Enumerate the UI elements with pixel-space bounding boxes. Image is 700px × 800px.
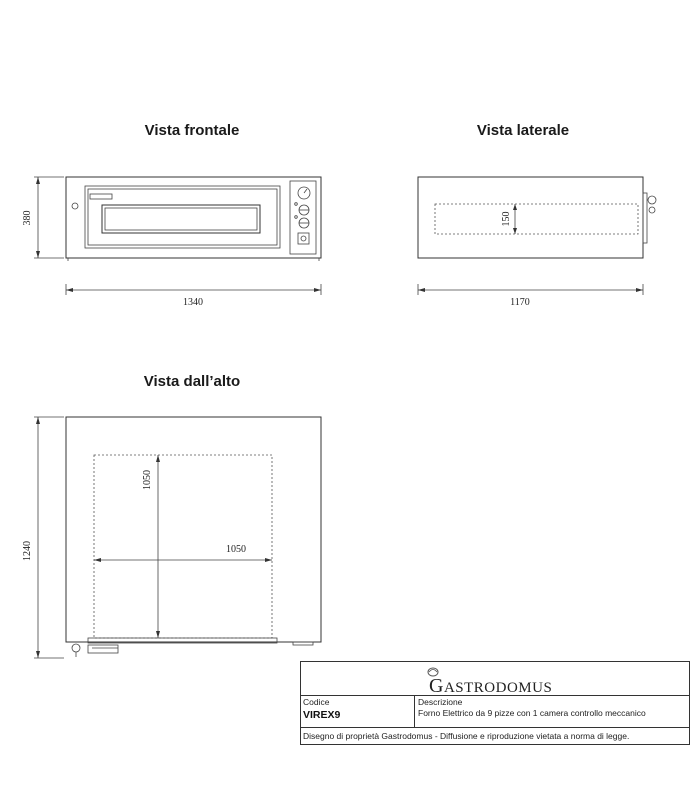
description-value: Forno Elettrico da 9 pizze con 1 camera controllo meccanico — [418, 708, 646, 718]
side-depth-label: 1170 — [510, 297, 530, 308]
title-block-info-row — [301, 695, 689, 728]
top-depth-label: 1240 — [22, 541, 33, 561]
power-switch-icon — [298, 233, 309, 244]
front-door-handle — [90, 194, 112, 199]
title-block-footer: Disegno di proprietà Gastrodomus - Diffusione e riproduzione vietata a norma di legge. — [303, 731, 630, 741]
top-oven-body — [66, 417, 321, 642]
side-chamber-outline — [435, 204, 638, 234]
side-knob-icon-2 — [649, 207, 655, 213]
top-light-knob — [72, 644, 80, 652]
title-block — [300, 661, 690, 745]
code-value: VIREX9 — [303, 709, 341, 721]
top-view-title: Vista dall’alto — [143, 373, 241, 390]
title-block-logo-row — [301, 662, 689, 696]
front-door-frame — [85, 186, 280, 248]
side-view-title: Vista laterale — [476, 122, 570, 139]
top-door-handle — [88, 645, 118, 653]
front-view-title: Vista frontale — [144, 122, 240, 139]
side-control-protrusion — [643, 193, 647, 243]
brand-name: GASTRODOMUS — [429, 675, 553, 697]
top-view — [34, 417, 321, 658]
side-oven-body — [418, 177, 643, 258]
front-light-knob — [72, 203, 78, 209]
side-inner-height-label: 150 — [501, 211, 512, 227]
front-door-glass — [105, 208, 257, 230]
side-knob-icon — [648, 196, 656, 204]
front-width-label: 1340 — [183, 297, 203, 308]
front-door-window — [102, 205, 260, 233]
code-label: Codice — [303, 697, 330, 707]
front-view — [34, 177, 321, 295]
front-control-panel — [290, 181, 316, 254]
front-height-label: 380 — [22, 210, 33, 226]
front-door-inner — [88, 189, 277, 245]
top-inner-width-label: 1050 — [226, 544, 246, 555]
description-label: Descrizione — [418, 697, 463, 707]
code-cell — [301, 695, 415, 727]
side-view — [418, 177, 656, 295]
top-inner-depth-label: 1050 — [142, 470, 153, 490]
